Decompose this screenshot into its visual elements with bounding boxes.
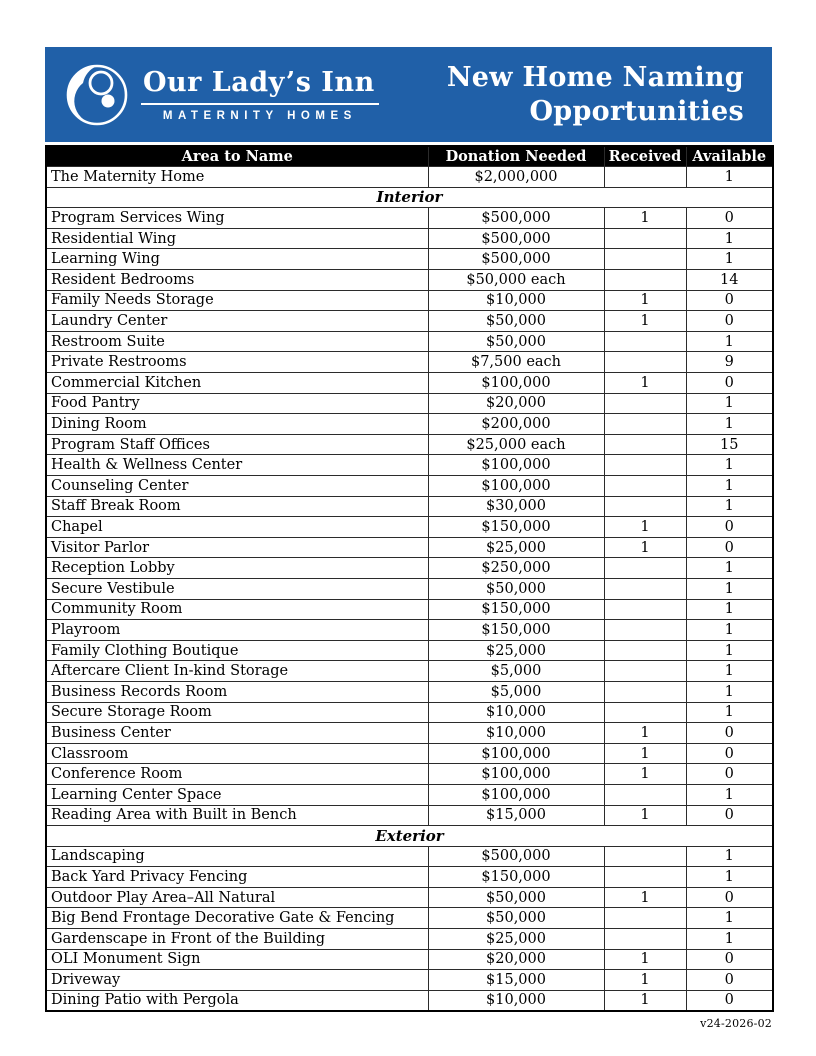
received-cell [604, 496, 686, 517]
donation-cell: $20,000 [428, 393, 604, 414]
area-cell: Big Bend Frontage Decorative Gate & Fencing [46, 908, 428, 929]
table-row [46, 434, 773, 455]
received-cell [604, 270, 686, 291]
received-cell [604, 661, 686, 682]
available-cell: 1 [686, 681, 773, 702]
table-row [46, 784, 773, 805]
table-row [46, 352, 773, 373]
donation-cell: $25,000 [428, 640, 604, 661]
area-cell: Community Room [46, 599, 428, 620]
page-title [447, 61, 744, 129]
area-cell: OLI Monument Sign [46, 949, 428, 970]
donation-cell: $10,000 [428, 723, 604, 744]
donation-cell: $10,000 [428, 990, 604, 1011]
table-row [46, 661, 773, 682]
donation-cell: $5,000 [428, 681, 604, 702]
available-cell: 1 [686, 702, 773, 723]
table-row [46, 373, 773, 394]
table-row [46, 455, 773, 476]
received-cell [604, 434, 686, 455]
available-cell: 0 [686, 373, 773, 394]
table-row [46, 681, 773, 702]
received-cell [604, 558, 686, 579]
section-label: Interior [46, 187, 773, 208]
available-cell: 1 [686, 578, 773, 599]
received-cell [604, 846, 686, 867]
table-row [46, 311, 773, 332]
received-cell [604, 414, 686, 435]
table-row [46, 290, 773, 311]
donation-cell: $50,000 [428, 578, 604, 599]
available-cell: 1 [686, 620, 773, 641]
table-row [46, 476, 773, 497]
available-cell: 0 [686, 311, 773, 332]
received-cell [604, 908, 686, 929]
donation-cell: $100,000 [428, 743, 604, 764]
donation-cell: $150,000 [428, 599, 604, 620]
donation-cell: $5,000 [428, 661, 604, 682]
available-cell: 1 [686, 784, 773, 805]
table-row [46, 537, 773, 558]
table-row [46, 620, 773, 641]
donation-cell: $100,000 [428, 764, 604, 785]
donation-cell: $500,000 [428, 208, 604, 229]
received-cell: 1 [604, 290, 686, 311]
table-row [46, 908, 773, 929]
donation-cell: $15,000 [428, 805, 604, 826]
area-cell: Business Center [46, 723, 428, 744]
received-cell: 1 [604, 990, 686, 1011]
table-row [46, 578, 773, 599]
donation-cell: $20,000 [428, 949, 604, 970]
available-cell: 1 [686, 661, 773, 682]
available-cell: 1 [686, 228, 773, 249]
area-cell: Conference Room [46, 764, 428, 785]
area-cell: Reception Lobby [46, 558, 428, 579]
donation-cell: $500,000 [428, 846, 604, 867]
donation-cell: $100,000 [428, 455, 604, 476]
donation-cell: $2,000,000 [428, 167, 604, 188]
area-cell: Visitor Parlor [46, 537, 428, 558]
table-row [46, 990, 773, 1011]
available-cell: 1 [686, 455, 773, 476]
received-cell: 1 [604, 970, 686, 991]
area-cell: The Maternity Home [46, 167, 428, 188]
donation-cell: $50,000 each [428, 270, 604, 291]
donation-cell: $250,000 [428, 558, 604, 579]
section-header-row [46, 826, 773, 847]
area-cell: Restroom Suite [46, 331, 428, 352]
received-cell [604, 167, 686, 188]
area-cell: Staff Break Room [46, 496, 428, 517]
table-row [46, 702, 773, 723]
received-cell [604, 476, 686, 497]
document-page [45, 47, 772, 1030]
table-row [46, 228, 773, 249]
table-row [46, 723, 773, 744]
received-cell: 1 [604, 949, 686, 970]
table-row [46, 846, 773, 867]
area-cell: Family Needs Storage [46, 290, 428, 311]
header-banner [45, 47, 772, 142]
area-cell: Laundry Center [46, 311, 428, 332]
received-cell: 1 [604, 537, 686, 558]
table-row [46, 805, 773, 826]
section-label: Exterior [46, 826, 773, 847]
donation-cell: $25,000 [428, 537, 604, 558]
available-cell: 0 [686, 517, 773, 538]
received-cell [604, 640, 686, 661]
table-row [46, 640, 773, 661]
donation-cell: $25,000 [428, 929, 604, 950]
donation-cell: $500,000 [428, 228, 604, 249]
area-cell: Landscaping [46, 846, 428, 867]
received-cell: 1 [604, 517, 686, 538]
org-logo-text [141, 68, 379, 122]
area-cell: Secure Vestibule [46, 578, 428, 599]
page-title-line1: New Home Naming [446, 61, 744, 93]
column-header-area: Area to Name [46, 146, 428, 167]
available-cell: 1 [686, 929, 773, 950]
donation-cell: $10,000 [428, 290, 604, 311]
available-cell: 1 [686, 640, 773, 661]
area-cell: Family Clothing Boutique [46, 640, 428, 661]
area-cell: Classroom [46, 743, 428, 764]
received-cell: 1 [604, 887, 686, 908]
available-cell: 0 [686, 970, 773, 991]
donation-cell: $30,000 [428, 496, 604, 517]
available-cell: 1 [686, 846, 773, 867]
page-title-line2: Opportunities [529, 95, 744, 127]
available-cell: 0 [686, 949, 773, 970]
org-tagline: MATERNITY HOMES [162, 109, 357, 122]
area-cell: Private Restrooms [46, 352, 428, 373]
donation-cell: $200,000 [428, 414, 604, 435]
table-row [46, 929, 773, 950]
section-header-row [46, 187, 773, 208]
available-cell: 15 [686, 434, 773, 455]
area-cell: Playroom [46, 620, 428, 641]
donation-cell: $100,000 [428, 373, 604, 394]
area-cell: Learning Wing [46, 249, 428, 270]
available-cell: 1 [686, 167, 773, 188]
available-cell: 0 [686, 537, 773, 558]
area-cell: Counseling Center [46, 476, 428, 497]
available-cell: 1 [686, 558, 773, 579]
table-row [46, 867, 773, 888]
column-header-donation: Donation Needed [428, 146, 604, 167]
received-cell: 1 [604, 743, 686, 764]
donation-cell: $100,000 [428, 476, 604, 497]
donation-cell: $150,000 [428, 867, 604, 888]
area-cell: Program Staff Offices [46, 434, 428, 455]
org-name: Our Lady’s Inn [141, 68, 379, 105]
received-cell: 1 [604, 311, 686, 332]
area-cell: Secure Storage Room [46, 702, 428, 723]
table-row [46, 949, 773, 970]
received-cell: 1 [604, 373, 686, 394]
donation-cell: $10,000 [428, 702, 604, 723]
area-cell: Food Pantry [46, 393, 428, 414]
available-cell: 0 [686, 887, 773, 908]
received-cell [604, 929, 686, 950]
received-cell: 1 [604, 764, 686, 785]
received-cell: 1 [604, 723, 686, 744]
available-cell: 0 [686, 990, 773, 1011]
received-cell: 1 [604, 805, 686, 826]
available-cell: 1 [686, 599, 773, 620]
available-cell: 0 [686, 764, 773, 785]
table-row [46, 764, 773, 785]
received-cell [604, 578, 686, 599]
donation-cell: $50,000 [428, 887, 604, 908]
table-row [46, 208, 773, 229]
received-cell [604, 352, 686, 373]
area-cell: Driveway [46, 970, 428, 991]
area-cell: Program Services Wing [46, 208, 428, 229]
donation-cell: $15,000 [428, 970, 604, 991]
received-cell: 1 [604, 208, 686, 229]
table-row [46, 970, 773, 991]
available-cell: 9 [686, 352, 773, 373]
received-cell [604, 228, 686, 249]
naming-opportunities-table [45, 145, 774, 1012]
received-cell [604, 702, 686, 723]
table-row [46, 887, 773, 908]
table-row [46, 517, 773, 538]
available-cell: 1 [686, 908, 773, 929]
available-cell: 1 [686, 476, 773, 497]
table-row [46, 393, 773, 414]
area-cell: Chapel [46, 517, 428, 538]
received-cell [604, 393, 686, 414]
area-cell: Aftercare Client In-kind Storage [46, 661, 428, 682]
received-cell [604, 249, 686, 270]
table-header-row [46, 146, 773, 167]
donation-cell: $150,000 [428, 620, 604, 641]
received-cell [604, 599, 686, 620]
version-label: v24-2026-02 [700, 1016, 772, 1030]
area-cell: Commercial Kitchen [46, 373, 428, 394]
available-cell: 0 [686, 743, 773, 764]
mother-and-child-circle-icon [65, 63, 129, 127]
donation-cell: $50,000 [428, 331, 604, 352]
area-cell: Reading Area with Built in Bench [46, 805, 428, 826]
org-logo [65, 63, 379, 127]
available-cell: 1 [686, 249, 773, 270]
area-cell: Learning Center Space [46, 784, 428, 805]
available-cell: 1 [686, 496, 773, 517]
available-cell: 1 [686, 414, 773, 435]
table-row [46, 496, 773, 517]
available-cell: 0 [686, 290, 773, 311]
table-row [46, 249, 773, 270]
available-cell: 1 [686, 393, 773, 414]
table-row [46, 558, 773, 579]
area-cell: Dining Room [46, 414, 428, 435]
area-cell: Health & Wellness Center [46, 455, 428, 476]
area-cell: Resident Bedrooms [46, 270, 428, 291]
donation-cell: $500,000 [428, 249, 604, 270]
available-cell: 1 [686, 867, 773, 888]
available-cell: 0 [686, 208, 773, 229]
available-cell: 1 [686, 331, 773, 352]
area-cell: Residential Wing [46, 228, 428, 249]
area-cell: Gardenscape in Front of the Building [46, 929, 428, 950]
received-cell [604, 681, 686, 702]
available-cell: 0 [686, 723, 773, 744]
table-row [46, 331, 773, 352]
table-row [46, 167, 773, 188]
received-cell [604, 620, 686, 641]
donation-cell: $7,500 each [428, 352, 604, 373]
donation-cell: $50,000 [428, 908, 604, 929]
received-cell [604, 331, 686, 352]
column-header-available: Available [686, 146, 773, 167]
available-cell: 0 [686, 805, 773, 826]
received-cell [604, 455, 686, 476]
received-cell [604, 867, 686, 888]
available-cell: 14 [686, 270, 773, 291]
area-cell: Dining Patio with Pergola [46, 990, 428, 1011]
table-row [46, 414, 773, 435]
donation-cell: $150,000 [428, 517, 604, 538]
received-cell [604, 784, 686, 805]
area-cell: Outdoor Play Area–All Natural [46, 887, 428, 908]
table-row [46, 599, 773, 620]
donation-cell: $100,000 [428, 784, 604, 805]
table-row [46, 270, 773, 291]
area-cell: Back Yard Privacy Fencing [46, 867, 428, 888]
area-cell: Business Records Room [46, 681, 428, 702]
donation-cell: $25,000 each [428, 434, 604, 455]
column-header-received: Received [604, 146, 686, 167]
donation-cell: $50,000 [428, 311, 604, 332]
table-row [46, 743, 773, 764]
